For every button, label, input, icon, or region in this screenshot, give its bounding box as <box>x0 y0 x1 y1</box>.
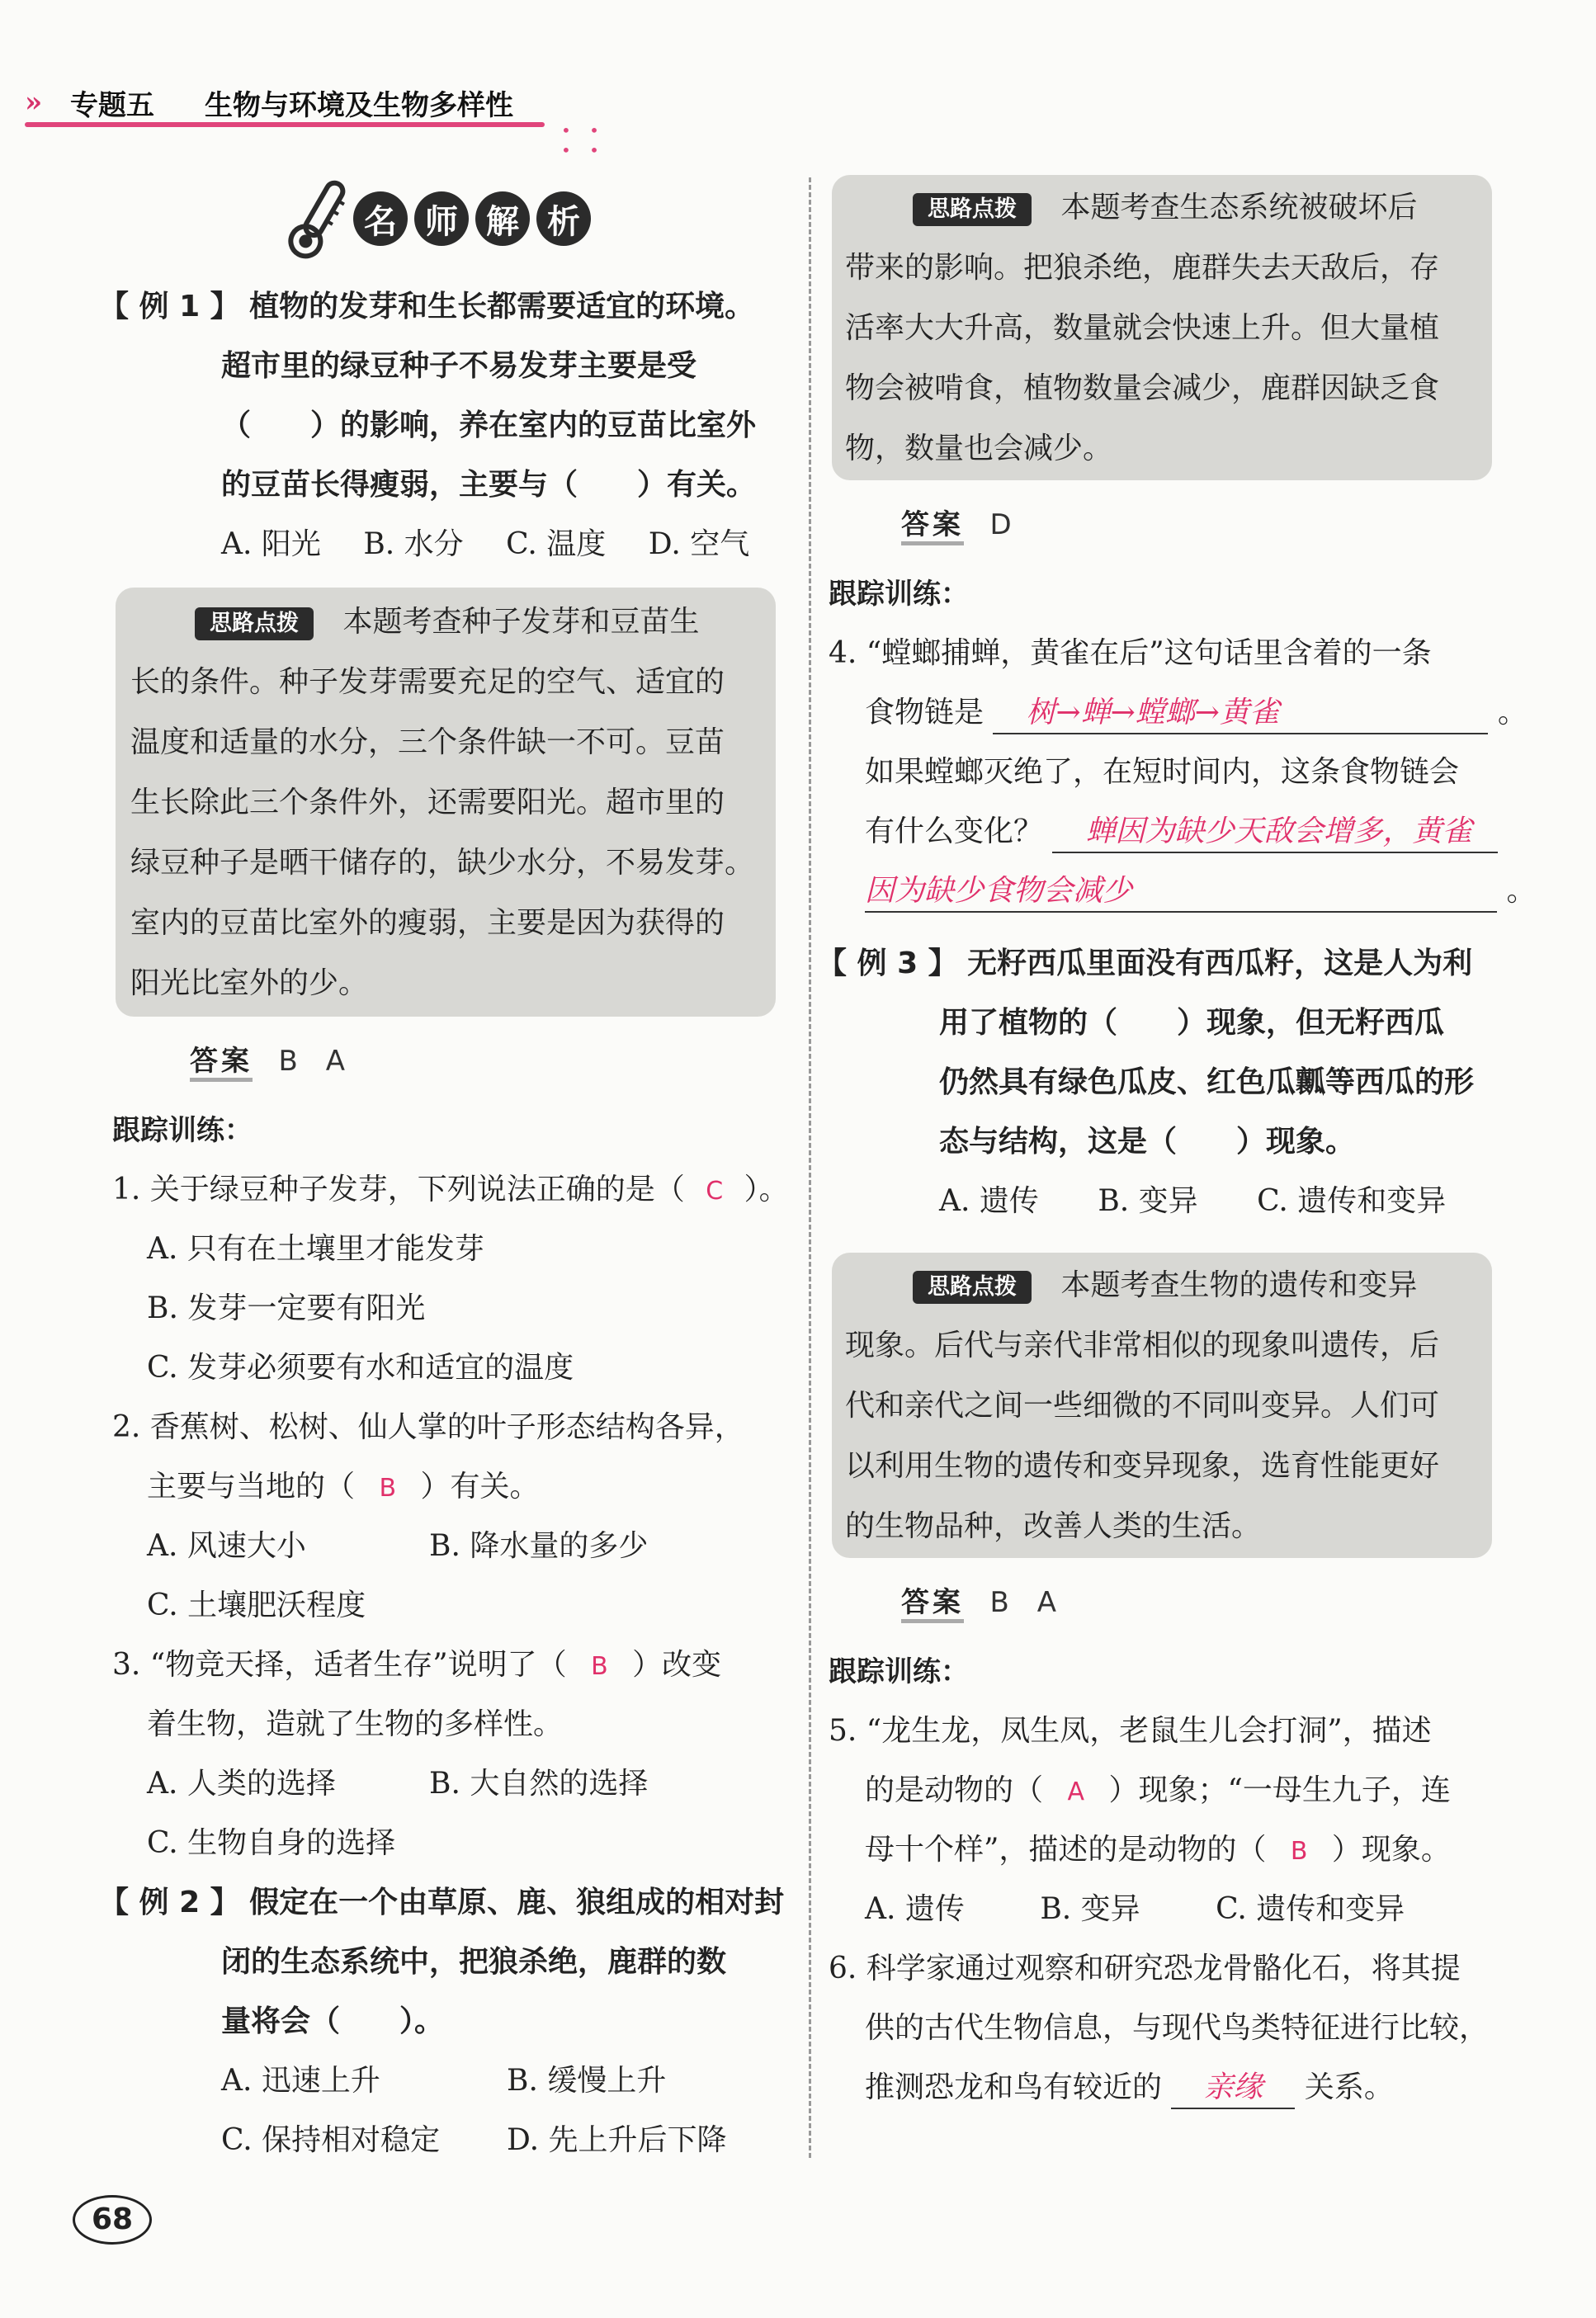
topic-title: 生物与环境及生物多样性 <box>205 89 513 122</box>
option: B. 发芽一定要有阳光 <box>147 1291 426 1325</box>
filled-answer: 蝉因为缺少天敌会增多，黄雀 <box>1085 814 1472 848</box>
banner-char: 解 <box>475 191 530 246</box>
question-text: 。 <box>1506 874 1537 908</box>
double-chevron-icon: » <box>25 86 36 119</box>
hint-text: 本题考查种子发芽和豆苗生 <box>342 605 700 639</box>
hint-text: 生长除此三个条件外，还需要阳光。超市里的 <box>130 786 725 819</box>
answer-value: D <box>989 508 1012 541</box>
filled-answer: 因为缺少食物会减少 <box>865 874 1133 908</box>
header-rule <box>25 122 545 127</box>
option: A. 遗传 <box>865 1892 965 1926</box>
section-label: 跟踪训练： <box>829 1655 969 1688</box>
hint-text: 现象。后代与亲代非常相似的现象叫遗传，后 <box>845 1329 1440 1362</box>
hint-text: 的生物品种，改善人类的生活。 <box>845 1509 1262 1543</box>
option: A. 阳光 <box>221 527 321 561</box>
question-text: 4. “螳螂捕蝉，黄雀在后”这句话里含着的一条 <box>829 636 1432 670</box>
option: A. 只有在土壤里才能发芽 <box>147 1232 484 1266</box>
option: C. 发芽必须要有水和适宜的温度 <box>147 1351 574 1385</box>
filled-answer: B <box>379 1474 397 1503</box>
option: C. 遗传和变异 <box>1257 1184 1447 1218</box>
option: A. 迅速上升 <box>221 2064 380 2098</box>
question-text: ）。 <box>744 1173 789 1206</box>
option: B. 降水量的多少 <box>429 1529 649 1563</box>
example-text: 超市里的绿豆种子不易发芽主要是受 <box>221 349 697 383</box>
option: A. 遗传 <box>939 1184 1039 1218</box>
filled-answer: 亲缘 <box>1203 2070 1263 2104</box>
example-label: 【 例 2 】 <box>99 1886 240 1919</box>
question-text: 2. 香蕉树、松树、仙人掌的叶子形态结构各异， <box>112 1410 744 1444</box>
question-text: 5. “龙生龙，凤生凤，老鼠生儿会打洞”，描述 <box>829 1714 1432 1748</box>
question-text: 如果螳螂灭绝了，在短时间内，这条食物链会 <box>865 755 1460 789</box>
example-text: 闭的生态系统中，把狼杀绝，鹿群的数 <box>221 1945 727 1979</box>
hint-text: 绿豆种子是晒干储存的，缺少水分，不易发芽。 <box>130 846 755 880</box>
example-text: 无籽西瓜里面没有西瓜籽，这是人为利 <box>967 947 1473 980</box>
hint-text: 室内的豆苗比室外的瘦弱，主要是因为获得的 <box>130 906 725 940</box>
example-text: （ ）的影响，养在室内的豆苗比室外 <box>221 408 757 442</box>
header-dots: • • • • <box>561 120 606 160</box>
question-text: 6. 科学家通过观察和研究恐龙骨骼化石，将其提 <box>829 1952 1461 1985</box>
hint-text: 本题考查生态系统被破坏后 <box>1060 191 1418 224</box>
hint-text: 带来的影响。把狼杀绝，鹿群失去天敌后，存 <box>845 251 1440 285</box>
filled-answer: C <box>706 1177 724 1206</box>
question-text: 的是动物的（ <box>865 1773 1044 1807</box>
hint-text: 以利用生物的遗传和变异现象，选育性能更好 <box>845 1449 1440 1483</box>
example-text: 假定在一个由草原、鹿、狼组成的相对封 <box>249 1886 785 1919</box>
banner-char: 名 <box>353 191 408 246</box>
hint-text: 本题考查生物的遗传和变异 <box>1060 1268 1418 1302</box>
hint-text: 长的条件。种子发芽需要充足的空气、适宜的 <box>130 665 725 699</box>
banner-char: 析 <box>536 191 591 246</box>
example-label: 【 例 3 】 <box>817 947 958 980</box>
option: C. 生物自身的选择 <box>147 1826 396 1860</box>
topic-number: 专题五 <box>70 89 154 122</box>
section-label: 跟踪训练： <box>112 1114 253 1147</box>
option: C. 土壤肥沃程度 <box>147 1589 366 1622</box>
section-banner <box>281 173 627 264</box>
hint-text: 温度和适量的水分，三个条件缺一不可。豆苗 <box>130 725 725 759</box>
section-label: 跟踪训练： <box>829 578 969 611</box>
filled-answer: B <box>1290 1837 1308 1866</box>
option: A. 风速大小 <box>147 1529 306 1563</box>
question-text: ）改变 <box>632 1648 722 1682</box>
thermometer-icon <box>281 173 355 264</box>
option: B. 变异 <box>1040 1892 1140 1926</box>
question-text: ）现象；“一母生九子，连 <box>1108 1773 1451 1807</box>
question-text: 食物链是 <box>865 696 985 729</box>
hint-text: 物会被啃食，植物数量会减少，鹿群因缺乏食 <box>845 371 1440 405</box>
question-text: 关系。 <box>1304 2070 1394 2104</box>
example-text: 用了植物的（ ）现象，但无籽西瓜 <box>939 1006 1445 1040</box>
page-header <box>25 79 619 160</box>
hint-tag: 思路点拨 <box>913 193 1032 226</box>
option: D. 空气 <box>648 527 750 561</box>
option: B. 大自然的选择 <box>429 1767 649 1801</box>
filled-answer: 树→蝉→螳螂→黄雀 <box>1026 696 1279 729</box>
question-text: 母十个样”，描述的是动物的（ <box>865 1833 1267 1867</box>
hint-text: 活率大大升高，数量就会快速上升。但大量植 <box>845 311 1440 345</box>
question-text: 主要与当地的（ <box>147 1470 356 1504</box>
option: C. 保持相对稳定 <box>221 2123 441 2157</box>
example-text: 的豆苗长得瘦弱，主要与（ ）有关。 <box>221 468 757 502</box>
question-text: 供的古代生物信息，与现代鸟类特征进行比较， <box>865 2011 1490 2045</box>
question-text: 有什么变化？ <box>865 814 1044 848</box>
question-text: ）有关。 <box>420 1470 540 1504</box>
answer-value: B A <box>278 1045 346 1078</box>
question-text: 。 <box>1497 696 1528 729</box>
column-divider <box>809 177 811 2158</box>
filled-answer: B <box>591 1652 608 1681</box>
question-text: 推测恐龙和鸟有较近的 <box>865 2070 1163 2104</box>
example-label: 【 例 1 】 <box>99 290 240 323</box>
option: B. 缓慢上升 <box>507 2064 667 2098</box>
example-text: 植物的发芽和生长都需要适宜的环境。 <box>249 290 755 323</box>
filled-answer: A <box>1067 1777 1084 1806</box>
option: B. 水分 <box>363 527 464 561</box>
hint-text: 阳光比室外的少。 <box>130 966 369 1000</box>
question-text: 3. “物竞天择，适者生存”说明了（ <box>112 1648 567 1682</box>
option: B. 变异 <box>1098 1184 1198 1218</box>
question-text: 着生物，造就了生物的多样性。 <box>147 1707 564 1741</box>
option: C. 温度 <box>506 527 607 561</box>
hint-text: 物，数量也会减少。 <box>845 432 1113 465</box>
banner-char: 师 <box>414 191 469 246</box>
answer-label: 答案 <box>901 1586 964 1623</box>
example-text: 仍然具有绿色瓜皮、红色瓜瓤等西瓜的形 <box>939 1065 1475 1099</box>
question-text: 1. 关于绿豆种子发芽，下列说法正确的是（ <box>112 1173 685 1206</box>
option: C. 遗传和变异 <box>1216 1892 1405 1926</box>
example-text: 量将会（ ）。 <box>221 2004 445 2038</box>
question-text: ）现象。 <box>1331 1833 1451 1867</box>
hint-text: 代和亲代之间一些细微的不同叫变异。人们可 <box>845 1389 1440 1423</box>
hint-tag: 思路点拨 <box>913 1271 1032 1304</box>
answer-label: 答案 <box>901 508 964 545</box>
hint-tag: 思路点拨 <box>195 607 314 640</box>
example-text: 态与结构，这是（ ）现象。 <box>939 1125 1356 1159</box>
answer-label: 答案 <box>190 1045 253 1082</box>
answer-value: B A <box>989 1586 1057 1619</box>
option: A. 人类的选择 <box>147 1767 336 1801</box>
page-number: 68 <box>73 2195 152 2245</box>
option: D. 先上升后下降 <box>507 2123 727 2157</box>
